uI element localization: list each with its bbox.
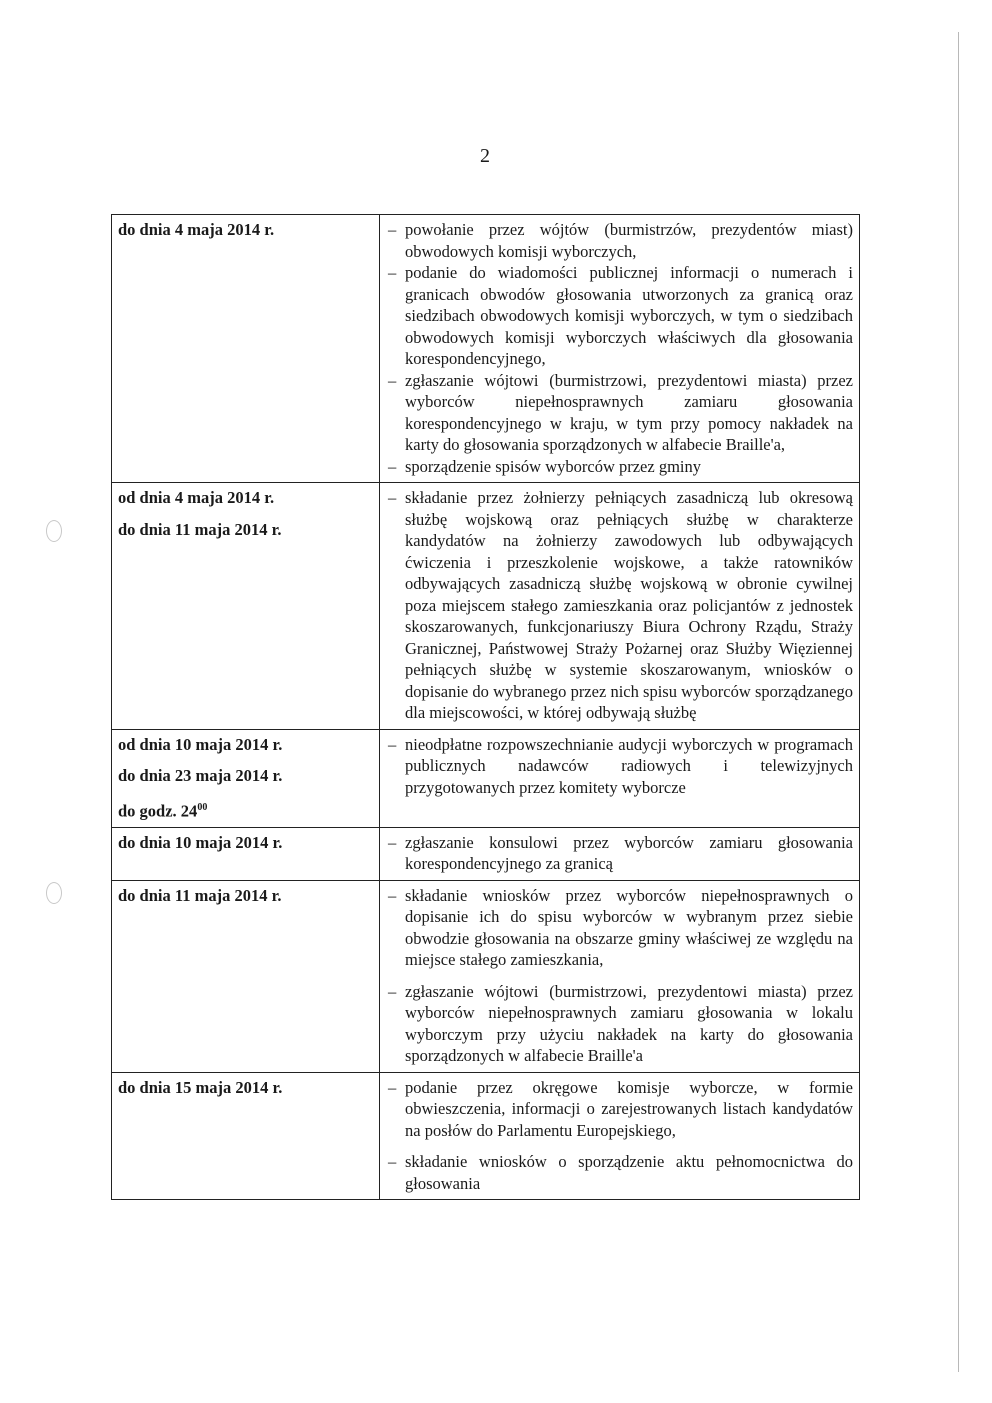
date-text: do dnia 11 maja 2014 r. [118, 885, 282, 905]
task-item: – zgłaszanie konsulowi przez wyborców zamiaru głosowania korespondencyjnego za granicą [388, 832, 853, 873]
scan-edge-line [958, 32, 959, 1372]
task-cell [380, 1072, 860, 1200]
election-schedule-table [111, 214, 860, 1200]
task-text: składanie wniosków o sporządzenie aktu pełnomocnictwa do głosowania [405, 1152, 853, 1193]
task-item: – podanie do wiadomości publicznej informacji o numerach i granicach obwodów głosowania utworzonych za granicą oraz siedzibach obwodowych komisji wyborczych, w tym o siedzibach obwodowych komisji wyborczych właściwych dla głosowania korespondencyjnego, [388, 263, 853, 368]
task-item: – składanie wniosków przez wyborców niepełnosprawnych o dopisanie ich do spisu wyborców w wybranym przez siebie obwodzie głosowania na obszarze gminy właściwej ze względu na miejsce stałego zamieszkania, [388, 885, 853, 969]
task-text: powołanie przez wójtów (burmistrzów, prezydentów miast) obwodowych komisji wyborczych, [405, 220, 853, 261]
date-cell [112, 215, 380, 483]
task-text: zgłaszanie wójtowi (burmistrzowi, prezydentowi miasta) przez wyborców niepełnosprawnych zamiaru głosowania w lokalu wyborczym przy użyciu nakładek na karty do głosowania sporządzonych w alfabecie Braille'a [405, 981, 853, 1065]
table-row [112, 880, 860, 1072]
task-item: – sporządzenie spisów wyborców przez gminy [388, 456, 701, 476]
date-text: do dnia 4 maja 2014 r. [118, 220, 275, 239]
task-item: – podanie przez okręgowe komisje wyborcze, w formie obwieszczenia, informacji o zarejestrowanych listach kandydatów na posłów do Parlamentu Europejskiego, [388, 1077, 853, 1140]
table-row [112, 729, 860, 827]
task-text: nieodpłatne rozpowszechnianie audycji wyborczych w programach publicznych nadawców radiowych i telewizyjnych przygotowanych przez komitety wyborcze [405, 734, 853, 797]
table-row [112, 827, 860, 880]
date-cell [112, 1072, 380, 1200]
table-row [112, 215, 860, 483]
task-text: podanie do wiadomości publicznej informacji o numerach i granicach obwodów głosowania utworzonych za granicą oraz siedzibach obwodowych komisji wyborczych, w tym o siedzibach obwodowych komisji wyborczych właściwych dla głosowania korespondencyjnego, [405, 263, 853, 368]
task-text: zgłaszanie wójtowi (burmistrzowi, prezydentowi miasta) przez wyborców niepełnosprawnych zamiaru głosowania korespondencyjnego w kraju, w tym przy pomocy nakładek na karty do głosowania sporządzonych w alfabecie Braille'a, [405, 370, 853, 454]
task-cell [380, 483, 860, 730]
task-text: zgłaszanie konsulowi przez wyborców zamiaru głosowania korespondencyjnego za granicą [405, 832, 853, 873]
date-text: do dnia 15 maja 2014 r. [118, 1077, 283, 1097]
task-cell [380, 729, 860, 827]
task-cell [380, 827, 860, 880]
task-item: – składanie przez żołnierzy pełniących zasadniczą lub okresową służbę wojskową oraz pełniących służbę w charakterze kandydatów na żołnierzy zawodowych lub odbywających ćwiczenia i przeszkolenie wojskowe, a także ratowników odbywających zasadniczą służbę wojskową w obronie cywilnej poza miejscem stałego zamieszkania oraz policjantów z jednostek skoszarowanych, funkcjonariuszy Biura Ochrony Rządu, Straży Granicznej, Państwowej Straży Pożarnej oraz Służby Więziennej pełniących służbę w systemie skoszarowanym, wniosków o dopisanie do wybranego przez nich spisu wyborców sporządzanego dla miejscowości, w której odbywają służbę [388, 488, 853, 722]
task-cell [380, 215, 860, 483]
date-text: od dnia 10 maja 2014 r. [118, 734, 283, 754]
punch-hole-mark [46, 882, 62, 904]
page-number: 2 [480, 145, 490, 167]
date-text: do dnia 11 maja 2014 r. [118, 519, 282, 539]
task-text: sporządzenie spisów wyborców przez gminy [405, 456, 701, 476]
date-cell [112, 729, 380, 827]
deadline-time: do godz. $24^{00}$ [118, 801, 208, 820]
date-cell [112, 880, 380, 1072]
date-cell [112, 827, 380, 880]
date-cell [112, 483, 380, 730]
table-row [112, 483, 860, 730]
task-item: – zgłaszanie wójtowi (burmistrzowi, prezydentowi miasta) przez wyborców niepełnosprawnych zamiaru głosowania korespondencyjnego w kraju, w tym przy pomocy nakładek na karty do głosowania sporządzonych w alfabecie Braille'a, [388, 370, 853, 454]
date-text: do dnia 10 maja 2014 r. [118, 832, 283, 852]
task-text: podanie przez okręgowe komisje wyborcze, w formie obwieszczenia, informacji o zarejestrowanych listach kandydatów na posłów do Parlamentu Europejskiego, [405, 1077, 853, 1140]
task-item: – nieodpłatne rozpowszechnianie audycji wyborczych w programach publicznych nadawców radiowych i telewizyjnych przygotowanych przez komitety wyborcze [388, 734, 853, 797]
date-text: od dnia 4 maja 2014 r. [118, 488, 275, 507]
table-row [112, 1072, 860, 1200]
task-item: – zgłaszanie wójtowi (burmistrzowi, prezydentowi miasta) przez wyborców niepełnosprawnych zamiaru głosowania w lokalu wyborczym przy użyciu nakładek na karty do głosowania sporządzonych w alfabecie Braille'a [388, 981, 853, 1065]
task-text: składanie przez żołnierzy pełniących zasadniczą lub okresową służbę wojskową oraz pełniących służbę w charakterze kandydatów na żołnierzy zawodowych lub odbywających ćwiczenia i przeszkolenie wojskowe, a także ratowników odbywających zasadniczą służbę wojskową w obronie cywilnej poza miejscem stałego zamieszkania oraz policjantów z jednostek skoszarowanych, funkcjonariuszy Biura Ochrony Rządu, Straży Granicznej, Państwowej Straży Pożarnej oraz Służby Więziennej pełniących służbę w systemie skoszarowanym, wniosków o dopisanie do wybranego przez nich spisu wyborców sporządzanego dla miejscowości, w której odbywają służbę [405, 488, 853, 722]
punch-hole-mark [46, 520, 62, 542]
task-cell [380, 880, 860, 1072]
task-item: – powołanie przez wójtów (burmistrzów, prezydentów miast) obwodowych komisji wyborczych, [388, 220, 853, 261]
task-item: – składanie wniosków o sporządzenie aktu pełnomocnictwa do głosowania [388, 1152, 853, 1193]
task-text: składanie wniosków przez wyborców niepełnosprawnych o dopisanie ich do spisu wyborców w wybranym przez siebie obwodzie głosowania na obszarze gminy właściwej ze względu na miejsce stałego zamieszkania, [405, 885, 853, 969]
date-text: do dnia 23 maja 2014 r. [118, 766, 283, 785]
